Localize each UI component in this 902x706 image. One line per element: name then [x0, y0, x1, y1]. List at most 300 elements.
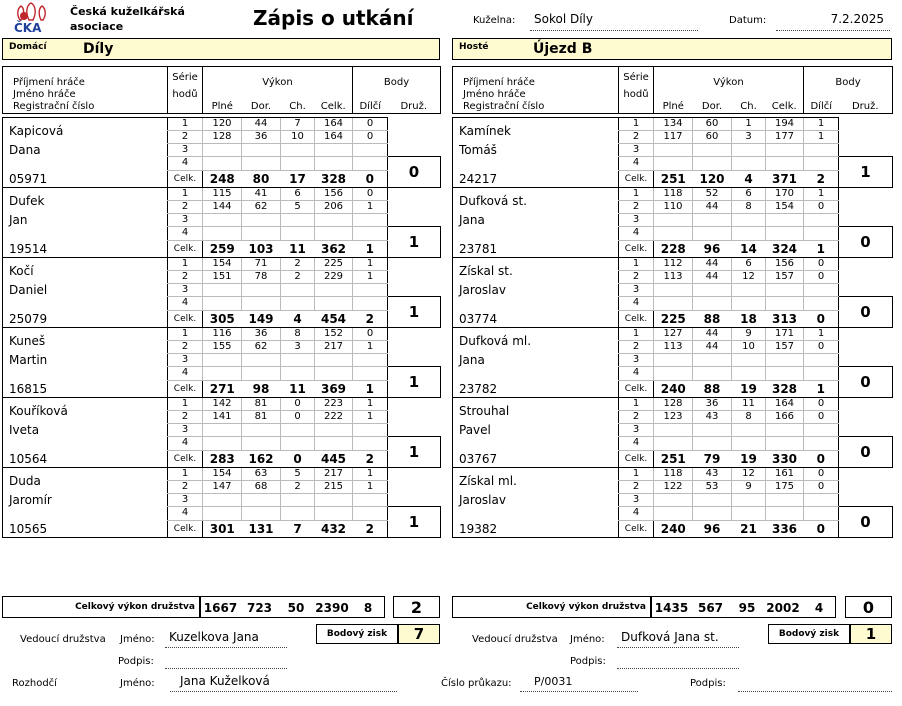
- player-team-point[interactable]: 1: [388, 507, 441, 538]
- player-surname[interactable]: Duda: [3, 468, 168, 494]
- series-total[interactable]: [766, 214, 804, 227]
- home-leader-name-field[interactable]: [165, 630, 287, 648]
- series-errors[interactable]: [281, 214, 315, 227]
- series-errors[interactable]: 0: [281, 398, 315, 411]
- series-total[interactable]: 156: [315, 188, 353, 201]
- series-clear[interactable]: 68: [242, 481, 281, 494]
- series-total[interactable]: 206: [315, 201, 353, 214]
- series-ind-point[interactable]: [353, 297, 388, 311]
- series-errors[interactable]: 3: [281, 341, 315, 354]
- series-total[interactable]: [315, 437, 353, 451]
- series-errors[interactable]: 12: [732, 271, 766, 284]
- series-errors[interactable]: [732, 367, 766, 381]
- series-clear[interactable]: [242, 437, 281, 451]
- player-first-name[interactable]: Jaroslav: [453, 284, 619, 311]
- player-surname[interactable]: Dufek: [3, 188, 168, 214]
- series-errors[interactable]: 2: [281, 481, 315, 494]
- series-errors[interactable]: 8: [732, 411, 766, 424]
- series-ind-point[interactable]: [353, 507, 388, 521]
- series-clear[interactable]: 44: [693, 258, 732, 271]
- header-row: [3, 89, 441, 101]
- series-errors[interactable]: [281, 144, 315, 157]
- series-total[interactable]: 217: [315, 468, 353, 481]
- series-ind-point[interactable]: 0: [804, 398, 839, 411]
- series-full[interactable]: [654, 284, 693, 297]
- player-first-name[interactable]: Dana: [3, 144, 168, 171]
- date-field[interactable]: [776, 12, 890, 31]
- series-total[interactable]: [766, 437, 804, 451]
- series-total[interactable]: [766, 507, 804, 521]
- series-clear[interactable]: [242, 144, 281, 157]
- series-clear[interactable]: [693, 494, 732, 507]
- total-sum: 371: [766, 170, 804, 187]
- series-full[interactable]: [203, 437, 242, 451]
- series-total[interactable]: [315, 144, 353, 157]
- series-ind-point[interactable]: [353, 437, 388, 451]
- series-total[interactable]: 171: [766, 328, 804, 341]
- series-clear[interactable]: 71: [242, 258, 281, 271]
- series-errors[interactable]: [281, 284, 315, 297]
- player-first-name[interactable]: Jaroslav: [453, 494, 619, 521]
- series-total[interactable]: 152: [315, 328, 353, 341]
- series-ind-point[interactable]: [353, 157, 388, 171]
- series-ind-point[interactable]: [353, 227, 388, 241]
- series-full[interactable]: [203, 424, 242, 437]
- series-errors[interactable]: [281, 354, 315, 367]
- series-ind-point[interactable]: 1: [804, 131, 839, 144]
- player-team-point[interactable]: 0: [839, 297, 893, 328]
- series-errors[interactable]: [732, 214, 766, 227]
- series-full[interactable]: [654, 214, 693, 227]
- series-ind-point[interactable]: 1: [353, 398, 388, 411]
- series-clear[interactable]: 52: [693, 188, 732, 201]
- series-full[interactable]: 154: [203, 468, 242, 481]
- series-clear[interactable]: 62: [242, 341, 281, 354]
- series-errors[interactable]: [732, 297, 766, 311]
- away-signature-field[interactable]: [617, 652, 739, 669]
- series-clear[interactable]: [693, 507, 732, 521]
- series-errors[interactable]: 8: [732, 201, 766, 214]
- series-total[interactable]: [315, 214, 353, 227]
- referee-signature-field[interactable]: [738, 674, 892, 692]
- series-full[interactable]: 123: [654, 411, 693, 424]
- player-team-point[interactable]: 0: [839, 437, 893, 468]
- series-ind-point[interactable]: 1: [353, 271, 388, 284]
- series-total[interactable]: 170: [766, 188, 804, 201]
- series-ind-point[interactable]: 0: [804, 468, 839, 481]
- series-clear[interactable]: 60: [693, 118, 732, 131]
- series-full[interactable]: 154: [203, 258, 242, 271]
- series-ind-point[interactable]: [804, 284, 839, 297]
- series-clear[interactable]: 43: [693, 468, 732, 481]
- series-total[interactable]: [766, 354, 804, 367]
- series-total[interactable]: [315, 494, 353, 507]
- series-ind-point[interactable]: 0: [804, 258, 839, 271]
- series-clear[interactable]: 44: [693, 201, 732, 214]
- series-ind-point[interactable]: [804, 507, 839, 521]
- series-full[interactable]: [654, 144, 693, 157]
- series-full[interactable]: 122: [654, 481, 693, 494]
- series-total[interactable]: [766, 367, 804, 381]
- series-ind-point[interactable]: 0: [353, 188, 388, 201]
- series-clear[interactable]: [693, 214, 732, 227]
- series-errors[interactable]: [732, 227, 766, 241]
- series-full[interactable]: [654, 227, 693, 241]
- series-errors[interactable]: 2: [281, 258, 315, 271]
- player-surname[interactable]: Získal ml.: [453, 468, 619, 494]
- series-ind-point[interactable]: [804, 157, 839, 171]
- series-ind-point[interactable]: 1: [353, 411, 388, 424]
- player-team-point[interactable]: 1: [388, 367, 441, 398]
- series-total[interactable]: 164: [766, 398, 804, 411]
- player-reg-number[interactable]: 19382: [453, 520, 619, 537]
- series-clear[interactable]: [693, 227, 732, 241]
- player-surname[interactable]: Kuneš: [3, 328, 168, 354]
- home-total-full: 1667: [203, 601, 238, 615]
- player-reg-number[interactable]: 23782: [453, 380, 619, 397]
- referee-name-field[interactable]: [170, 674, 397, 692]
- series-errors[interactable]: [281, 507, 315, 521]
- series-errors[interactable]: [281, 297, 315, 311]
- series-full[interactable]: [654, 297, 693, 311]
- series-total[interactable]: 225: [315, 258, 353, 271]
- series-total[interactable]: [766, 297, 804, 311]
- series-errors[interactable]: 0: [281, 411, 315, 424]
- series-errors[interactable]: 6: [732, 188, 766, 201]
- series-total[interactable]: [766, 284, 804, 297]
- series-clear[interactable]: [242, 367, 281, 381]
- player-first-name[interactable]: Pavel: [453, 424, 619, 451]
- series-total[interactable]: 217: [315, 341, 353, 354]
- player-first-name[interactable]: Daniel: [3, 284, 168, 311]
- series-errors[interactable]: 6: [281, 188, 315, 201]
- series-full[interactable]: [203, 354, 242, 367]
- series-ind-point[interactable]: 0: [353, 131, 388, 144]
- player-reg-number[interactable]: 05971: [3, 170, 168, 187]
- series-full[interactable]: [654, 424, 693, 437]
- series-errors[interactable]: 10: [281, 131, 315, 144]
- series-errors[interactable]: [281, 494, 315, 507]
- series-clear[interactable]: 78: [242, 271, 281, 284]
- player-reg-number[interactable]: 19514: [3, 240, 168, 257]
- series-ind-point[interactable]: 0: [804, 411, 839, 424]
- series-clear[interactable]: 43: [693, 411, 732, 424]
- series-full[interactable]: 128: [203, 131, 242, 144]
- player-first-name[interactable]: Iveta: [3, 424, 168, 451]
- player-first-name[interactable]: Martin: [3, 354, 168, 381]
- series-full[interactable]: 147: [203, 481, 242, 494]
- player-reg-number[interactable]: 10565: [3, 520, 168, 537]
- series-ind-point[interactable]: 1: [353, 341, 388, 354]
- series-ind-point[interactable]: [353, 284, 388, 297]
- series-full[interactable]: 151: [203, 271, 242, 284]
- series-errors[interactable]: [732, 354, 766, 367]
- series-clear[interactable]: 44: [242, 118, 281, 131]
- player-first-name[interactable]: Tomáš: [453, 144, 619, 171]
- player-first-name[interactable]: Jan: [3, 214, 168, 241]
- series-total[interactable]: [315, 157, 353, 171]
- player-reg-number[interactable]: 16815: [3, 380, 168, 397]
- series-full[interactable]: 144: [203, 201, 242, 214]
- series-clear[interactable]: 63: [242, 468, 281, 481]
- player-team-point[interactable]: 1: [388, 227, 441, 258]
- series-errors[interactable]: [281, 367, 315, 381]
- series-ind-point[interactable]: [353, 214, 388, 227]
- series-clear[interactable]: 81: [242, 398, 281, 411]
- series-full[interactable]: [203, 297, 242, 311]
- series-total[interactable]: [315, 424, 353, 437]
- series-clear[interactable]: [693, 437, 732, 451]
- series-ind-point[interactable]: [353, 354, 388, 367]
- series-full[interactable]: [654, 507, 693, 521]
- series-full[interactable]: [203, 144, 242, 157]
- player-reg-number[interactable]: 10564: [3, 450, 168, 467]
- series-total[interactable]: [315, 284, 353, 297]
- series-clear[interactable]: 44: [693, 271, 732, 284]
- series-full[interactable]: 118: [654, 468, 693, 481]
- series-ind-point[interactable]: [804, 214, 839, 227]
- series-errors[interactable]: 9: [732, 328, 766, 341]
- series-total[interactable]: 177: [766, 131, 804, 144]
- series-ind-point[interactable]: [804, 354, 839, 367]
- series-clear[interactable]: [242, 227, 281, 241]
- series-full[interactable]: [203, 157, 242, 171]
- series-errors[interactable]: 5: [281, 201, 315, 214]
- player-surname[interactable]: Strouhal: [453, 398, 619, 424]
- series-errors[interactable]: [281, 437, 315, 451]
- player-team-point[interactable]: 0: [839, 367, 893, 398]
- series-ind-point[interactable]: 1: [353, 201, 388, 214]
- series-total[interactable]: [315, 367, 353, 381]
- player-reg-number[interactable]: 03774: [453, 310, 619, 327]
- series-total[interactable]: 157: [766, 271, 804, 284]
- series-errors[interactable]: 12: [732, 468, 766, 481]
- series-ind-point[interactable]: 1: [804, 328, 839, 341]
- series-full[interactable]: [654, 437, 693, 451]
- series-ind-point[interactable]: [353, 367, 388, 381]
- series-total[interactable]: 175: [766, 481, 804, 494]
- series-total[interactable]: [315, 297, 353, 311]
- series-ind-point[interactable]: 0: [804, 481, 839, 494]
- series-full[interactable]: [203, 367, 242, 381]
- series-errors[interactable]: 8: [281, 328, 315, 341]
- series-clear[interactable]: [242, 494, 281, 507]
- series-total[interactable]: [766, 227, 804, 241]
- series-total[interactable]: [315, 354, 353, 367]
- player-team-point[interactable]: 1: [388, 297, 441, 328]
- series-full[interactable]: [654, 354, 693, 367]
- series-errors[interactable]: 6: [732, 258, 766, 271]
- series-errors[interactable]: [732, 437, 766, 451]
- player-reg-number[interactable]: 23781: [453, 240, 619, 257]
- series-errors[interactable]: 2: [281, 271, 315, 284]
- series-total[interactable]: [315, 227, 353, 241]
- player-surname[interactable]: Kouříková: [3, 398, 168, 424]
- series-errors[interactable]: [732, 494, 766, 507]
- player-surname[interactable]: Kočí: [3, 258, 168, 284]
- series-clear[interactable]: [693, 144, 732, 157]
- series-full[interactable]: 118: [654, 188, 693, 201]
- series-ind-point[interactable]: 1: [804, 118, 839, 131]
- series-full[interactable]: [203, 494, 242, 507]
- series-total[interactable]: [766, 494, 804, 507]
- series-errors[interactable]: [732, 157, 766, 171]
- series-total[interactable]: 215: [315, 481, 353, 494]
- series-full[interactable]: 113: [654, 271, 693, 284]
- series-errors[interactable]: 3: [732, 131, 766, 144]
- player-first-name[interactable]: Jaromír: [3, 494, 168, 521]
- series-clear[interactable]: 62: [242, 201, 281, 214]
- series-total[interactable]: 164: [315, 131, 353, 144]
- series-errors[interactable]: [281, 227, 315, 241]
- series-full[interactable]: 117: [654, 131, 693, 144]
- series-clear[interactable]: 44: [693, 341, 732, 354]
- series-total[interactable]: 194: [766, 118, 804, 131]
- series-clear[interactable]: 81: [242, 411, 281, 424]
- series-ind-point[interactable]: [804, 424, 839, 437]
- series-ind-point[interactable]: 0: [353, 328, 388, 341]
- series-clear[interactable]: [693, 354, 732, 367]
- series-errors[interactable]: 5: [281, 468, 315, 481]
- series-errors[interactable]: [732, 507, 766, 521]
- series-clear[interactable]: [242, 214, 281, 227]
- series-total[interactable]: [766, 144, 804, 157]
- series-ind-point[interactable]: 0: [804, 271, 839, 284]
- series-total[interactable]: [766, 157, 804, 171]
- series-total[interactable]: 223: [315, 398, 353, 411]
- license-field[interactable]: [520, 674, 638, 692]
- series-ind-point[interactable]: 0: [804, 201, 839, 214]
- series-full[interactable]: [203, 214, 242, 227]
- series-clear[interactable]: 44: [693, 328, 732, 341]
- series-clear[interactable]: 53: [693, 481, 732, 494]
- series-full[interactable]: 134: [654, 118, 693, 131]
- series-total[interactable]: 157: [766, 341, 804, 354]
- player-first-name[interactable]: Jana: [453, 354, 619, 381]
- series-full[interactable]: 115: [203, 188, 242, 201]
- home-signature-field[interactable]: [165, 652, 287, 669]
- series-full[interactable]: [654, 367, 693, 381]
- series-clear[interactable]: 60: [693, 131, 732, 144]
- series-total[interactable]: 154: [766, 201, 804, 214]
- series-full[interactable]: [654, 157, 693, 171]
- series-total[interactable]: [766, 424, 804, 437]
- venue-field[interactable]: [530, 12, 698, 31]
- player-team-point[interactable]: 1: [839, 157, 893, 188]
- series-errors[interactable]: [281, 157, 315, 171]
- series-total[interactable]: 166: [766, 411, 804, 424]
- player-team-point[interactable]: 0: [388, 157, 441, 188]
- player-team-point[interactable]: 1: [388, 437, 441, 468]
- player-surname[interactable]: Kapicová: [3, 118, 168, 144]
- player-surname[interactable]: Dufková ml.: [453, 328, 619, 354]
- series-ind-point[interactable]: [353, 494, 388, 507]
- player-reg-number[interactable]: 25079: [3, 310, 168, 327]
- series-errors[interactable]: 1: [732, 118, 766, 131]
- player-reg-number[interactable]: 03767: [453, 450, 619, 467]
- series-total[interactable]: 156: [766, 258, 804, 271]
- series-clear[interactable]: [693, 284, 732, 297]
- series-clear[interactable]: 41: [242, 188, 281, 201]
- series-total[interactable]: 229: [315, 271, 353, 284]
- series-errors[interactable]: [281, 424, 315, 437]
- series-clear[interactable]: [242, 507, 281, 521]
- series-clear[interactable]: [693, 157, 732, 171]
- series-ind-point[interactable]: 1: [353, 258, 388, 271]
- series-total[interactable]: 164: [315, 118, 353, 131]
- series-clear[interactable]: [242, 354, 281, 367]
- series-ind-point[interactable]: 1: [804, 188, 839, 201]
- series-total[interactable]: 222: [315, 411, 353, 424]
- series-errors[interactable]: 11: [732, 398, 766, 411]
- series-total[interactable]: 161: [766, 468, 804, 481]
- away-leader-name-field[interactable]: [617, 630, 739, 648]
- series-ind-point[interactable]: 0: [804, 341, 839, 354]
- player-reg-number[interactable]: 24217: [453, 170, 619, 187]
- series-errors[interactable]: 7: [281, 118, 315, 131]
- series-full[interactable]: 120: [203, 118, 242, 131]
- series-full[interactable]: 116: [203, 328, 242, 341]
- series-errors[interactable]: [732, 144, 766, 157]
- series-ind-point[interactable]: [804, 227, 839, 241]
- series-errors[interactable]: 9: [732, 481, 766, 494]
- series-full[interactable]: 141: [203, 411, 242, 424]
- series-clear[interactable]: [242, 157, 281, 171]
- series-ind-point[interactable]: [804, 367, 839, 381]
- series-ind-point[interactable]: 1: [353, 468, 388, 481]
- series-ind-point[interactable]: 0: [353, 118, 388, 131]
- series-errors[interactable]: [732, 424, 766, 437]
- series-ind-point[interactable]: [804, 437, 839, 451]
- series-ind-point[interactable]: [804, 144, 839, 157]
- series-full[interactable]: [203, 507, 242, 521]
- series-full[interactable]: 142: [203, 398, 242, 411]
- player-surname[interactable]: Dufková st.: [453, 188, 619, 214]
- series-ind-point[interactable]: [353, 144, 388, 157]
- player-team-point[interactable]: 0: [839, 227, 893, 258]
- series-full[interactable]: 155: [203, 341, 242, 354]
- series-clear[interactable]: 36: [242, 328, 281, 341]
- series-full[interactable]: 127: [654, 328, 693, 341]
- series-errors[interactable]: [732, 284, 766, 297]
- player-surname[interactable]: Kamínek: [453, 118, 619, 144]
- series-full[interactable]: [203, 227, 242, 241]
- series-clear[interactable]: [242, 284, 281, 297]
- series-clear[interactable]: 36: [242, 131, 281, 144]
- series-full[interactable]: 128: [654, 398, 693, 411]
- series-ind-point[interactable]: 1: [353, 481, 388, 494]
- series-ind-point[interactable]: [804, 494, 839, 507]
- player-first-name[interactable]: Jana: [453, 214, 619, 241]
- player-team-point[interactable]: 0: [839, 507, 893, 538]
- series-full[interactable]: 113: [654, 341, 693, 354]
- series-total[interactable]: [315, 507, 353, 521]
- series-clear[interactable]: 36: [693, 398, 732, 411]
- series-full[interactable]: [203, 284, 242, 297]
- series-ind-point[interactable]: [353, 424, 388, 437]
- series-ind-point[interactable]: [804, 297, 839, 311]
- series-errors[interactable]: 10: [732, 341, 766, 354]
- series-full[interactable]: 110: [654, 201, 693, 214]
- series-clear[interactable]: [693, 424, 732, 437]
- series-clear[interactable]: [693, 367, 732, 381]
- series-clear[interactable]: [242, 424, 281, 437]
- series-full[interactable]: 112: [654, 258, 693, 271]
- player-surname[interactable]: Získal st.: [453, 258, 619, 284]
- series-full[interactable]: [654, 494, 693, 507]
- series-clear[interactable]: [693, 297, 732, 311]
- series-clear[interactable]: [242, 297, 281, 311]
